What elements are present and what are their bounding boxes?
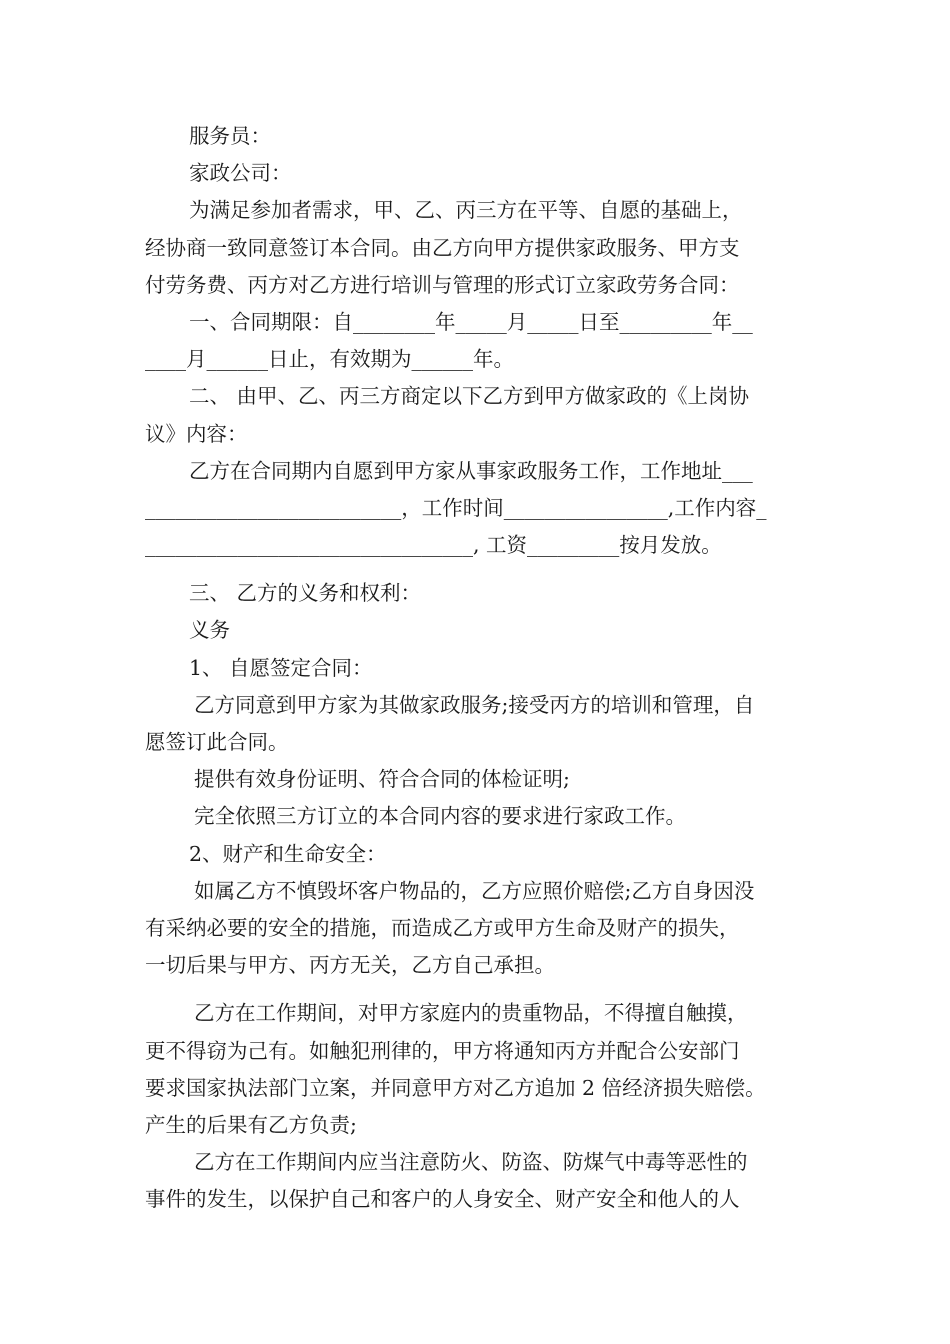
text-line: ________________________________, 工资_________按月发放。: [145, 533, 722, 558]
text-line: 二、 由甲、乙、丙三方商定以下乙方到甲方做家政的《上岗协: [189, 384, 750, 409]
text-line: 2、财产和生命安全：: [189, 841, 387, 866]
text-line: 家政公司：: [189, 161, 292, 186]
paragraph-gap: [145, 564, 810, 575]
text-line: 付劳务费、丙方对乙方进行培训与管理的形式订立家政劳务合同：: [145, 272, 740, 297]
text-line: 乙方同意到甲方家为其做家政服务;接受丙方的培训和管理，自: [194, 692, 755, 717]
text-line: 1、 自愿签定合同：: [189, 655, 373, 680]
contract-body: [145, 118, 810, 1218]
paragraph-gap: [145, 984, 810, 995]
text-line: 更不得窃为己有。如触犯刑律的，甲方将通知丙方并配合公安部门: [145, 1038, 740, 1063]
text-line: 乙方在合同期内自愿到甲方家从事家政服务工作，工作地址___: [189, 458, 753, 483]
text-line: 要求国家执法部门立案，并同意甲方对乙方追加 2 倍经济损失赔偿。: [145, 1075, 766, 1100]
text-line: 一、合同期限：自________年_____月_____日至_________年__: [189, 309, 753, 334]
text-line: 服务员：: [189, 124, 271, 148]
text-line: 乙方在工作期间内应当注意防火、防盗、防煤气中毒等恶性的: [194, 1150, 748, 1175]
text-line: 完全依照三方订立的本合同内容的要求进行家政工作。: [194, 804, 686, 829]
text-line: 提供有效身份证明、符合合同的体检证明;: [194, 767, 570, 792]
text-line: 义务: [189, 618, 230, 643]
text-line: 产生的后果有乙方负责;: [145, 1112, 357, 1137]
text-line: 三、 乙方的义务和权利：: [189, 581, 422, 606]
text-line: 如属乙方不慎毁坏客户物品的，乙方应照价赔偿;乙方自身因没: [194, 878, 755, 903]
text-line: 有采纳必要的安全的措施，而造成乙方或甲方生命及财产的损失，: [145, 915, 740, 940]
text-line: 一切后果与甲方、丙方无关，乙方自己承担。: [145, 953, 555, 978]
text-line: 愿签订此合同。: [145, 730, 289, 754]
text-line: 经协商一致同意签订本合同。由乙方向甲方提供家政服务、甲方支: [145, 235, 740, 260]
text-line: 为满足参加者需求，甲、乙、丙三方在平等、自愿的基础上，: [189, 198, 743, 223]
text-line: 事件的发生，以保护自己和客户的人身安全、财产安全和他人的人: [145, 1187, 740, 1212]
text-line: 乙方在工作期间，对甲方家庭内的贵重物品，不得擅自触摸，: [194, 1001, 748, 1026]
text-line: ____月______日止，有效期为______年。: [145, 347, 514, 372]
text-line: _________________________，工作时间________________,工作内容_: [145, 495, 767, 520]
text-line: 议》内容：: [145, 421, 248, 446]
